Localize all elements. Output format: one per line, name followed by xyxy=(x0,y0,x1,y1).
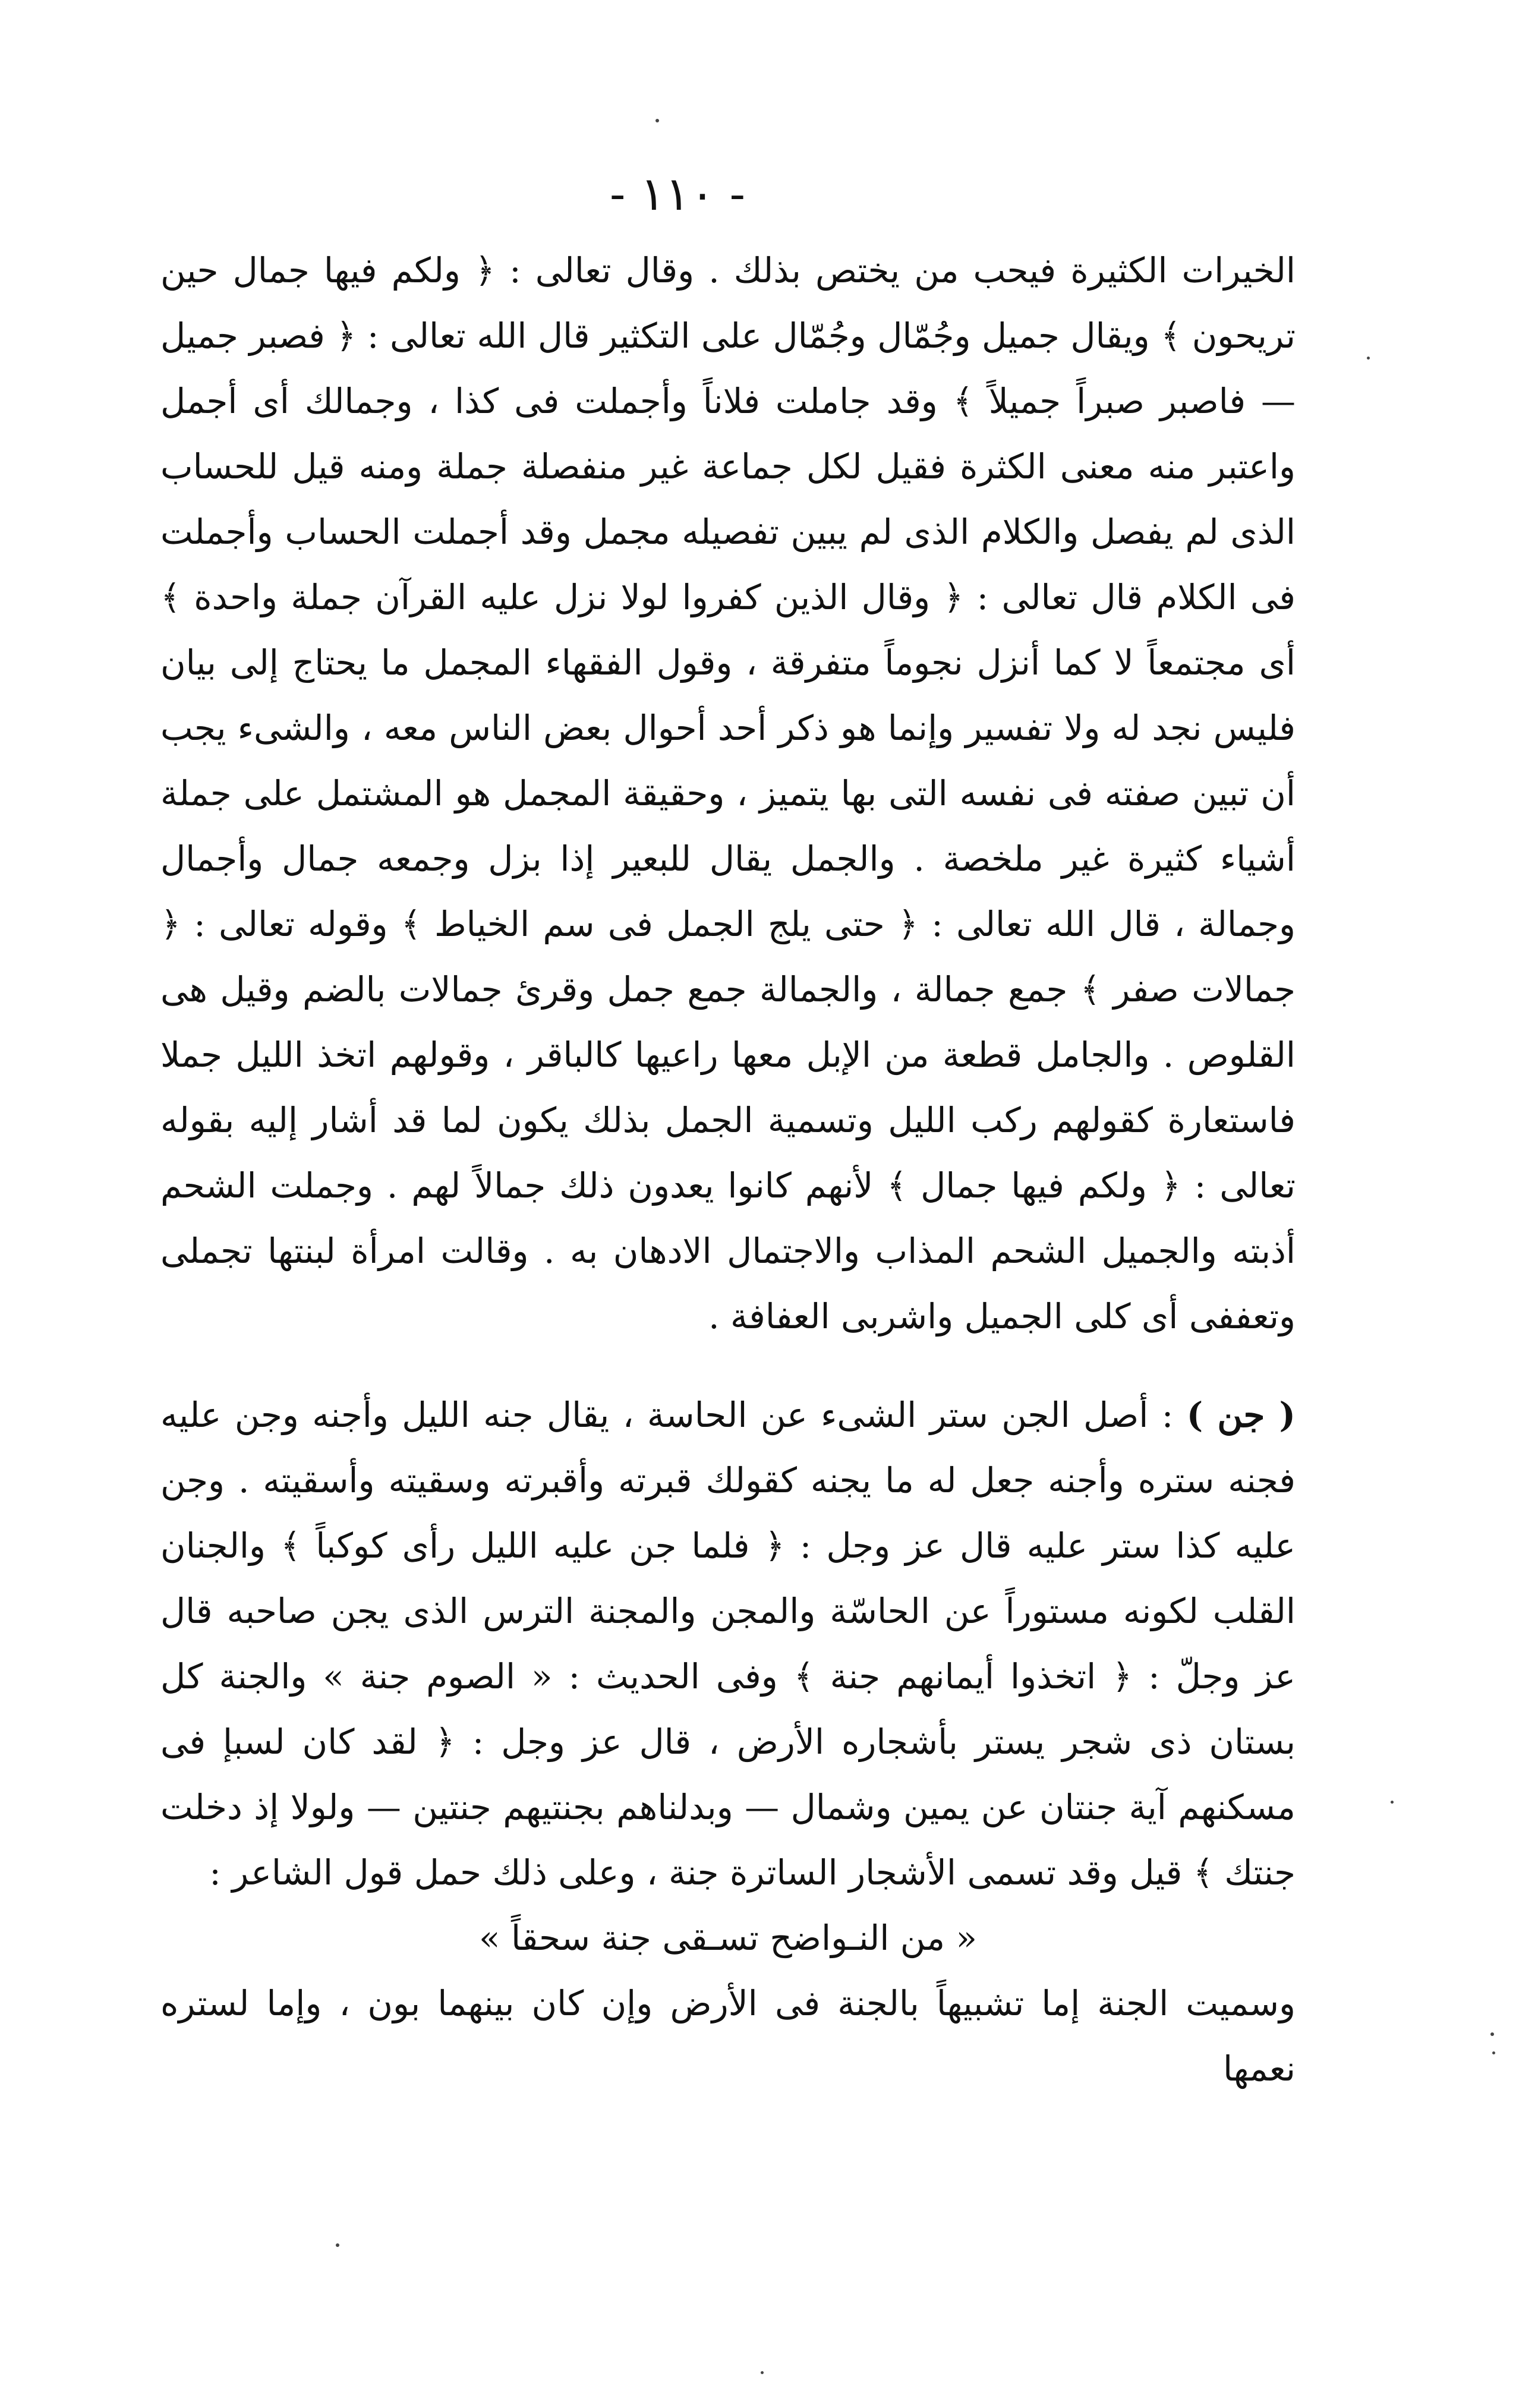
entry-heading-jinn: ( جن ) xyxy=(1186,1395,1296,1435)
closing-line: وسميت الجنة إما تشبيهاً بالجنة فى الأرض وإن كان بينهما بون ، وإما لستره نعمها xyxy=(160,1983,1296,2089)
scan-speck xyxy=(1490,2032,1494,2036)
paragraph-jinn-body: : أصل الجن ستر الشىء عن الحاسة ، يقال جنه الليل وأجنه وجن عليه فجنه ستره وأجنه جعل له ما يجنه كقولك قبرته وأقبرته وسقيته وأسقيته . وجن عليه كذا ستر عليه قال عز وجل : ﴿ فلما جن عليه الليل رأى كوكباً ﴾ والجنان القلب لكونه مستوراً عن الحاسّة والمجن والمجنة الترس الذى يجن صاحبه قال عز وجلّ : ﴿ اتخذوا أيمانهم جنة ﴾ وفى الحديث : « الصوم جنة » والجنة كل بستان ذى شجر يستر بأشجاره الأرض ، قال عز وجل : ﴿ لقد كان لسبإ فى مسكنهم آية جنتان عن يمين وشمال — وبدلناهم بجنتيهم جنتين — ولولا إذ دخلت جنتك ﴾ قيل وقد تسمى الأشجار الساترة جنة ، وعلى ذلك حمل قول الشاعر : xyxy=(160,1395,1296,1893)
poem-verse: « من النـواضح تسـقى جنة سحقاً » xyxy=(479,1918,977,1958)
main-text-block xyxy=(160,238,1296,2101)
scan-speck xyxy=(1492,2051,1495,2054)
scan-speck xyxy=(761,2371,764,2374)
scan-speck xyxy=(655,119,659,122)
page-number: - ١١٠ - xyxy=(610,168,745,221)
scan-speck xyxy=(1367,357,1370,360)
scan-speck xyxy=(336,2243,339,2247)
paragraph-jamal: الخيرات الكثيرة فيحب من يختص بذلك . وقال تعالى : ﴿ ولكم فيها جمال حين تريحون ﴾ ويقال جميل وجُمّال وجُمّال على التكثير قال الله تعالى : ﴿ فصبر جميل — فاصبر صبراً جميلاً ﴾ وقد جاملت فلاناً وأجملت فى كذا ، وجمالك أى أجمل واعتبر منه معنى الكثرة فقيل لكل جماعة غير منفصلة جملة ومنه قيل للحساب الذى لم يفصل والكلام الذى لم يبين تفصيله مجمل وقد أجملت الحساب وأجملت فى الكلام قال تعالى : ﴿ وقال الذين كفروا لولا نزل عليه القرآن جملة واحدة ﴾ أى مجتمعاً لا كما أنزل نجوماً متفرقة ، وقول الفقهاء المجمل ما يحتاج إلى بيان فليس نجد له ولا تفسير وإنما هو ذكر أحد أحوال بعض الناس معه ، والشىء يجب أن تبين صفته فى نفسه التى بها يتميز ، وحقيقة المجمل هو المشتمل على جملة أشياء كثيرة غير ملخصة . والجمل يقال للبعير إذا بزل وجمعه جمال وأجمال وجمالة ، قال الله تعالى : ﴿ حتى يلج الجمل فى سم الخياط ﴾ وقوله تعالى : ﴿ جمالات صفر ﴾ جمع جمالة ، والجمالة جمع جمل وقرئ جمالات بالضم وقيل هى القلوص . والجامل قطعة من الإبل معها راعيها كالباقر ، وقولهم اتخذ الليل جملا فاستعارة كقولهم ركب الليل وتسمية الجمل بذلك يكون لما قد أشار إليه بقوله تعالى : ﴿ ولكم فيها جمال ﴾ لأنهم كانوا يعدون ذلك جمالاً لهم . وجملت الشحم أذبته والجميل الشحم المذاب والاجتمال الادهان به . وقالت امرأة لبنتها تجملى وتعففى أى كلى الجميل واشربى العفافة . xyxy=(160,250,1296,1337)
scan-speck xyxy=(1391,1801,1394,1804)
paragraph-jinn xyxy=(160,1382,1296,1905)
